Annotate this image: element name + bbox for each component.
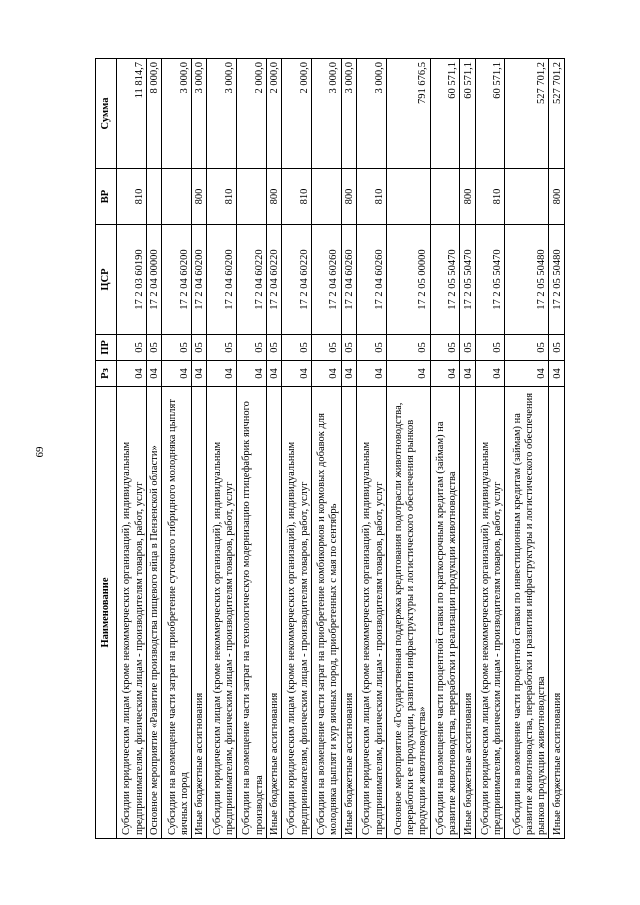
cell-sum: 2 000,0 bbox=[282, 59, 312, 169]
cell-pr: 05 bbox=[162, 335, 192, 361]
cell-sum: 3 000,0 bbox=[191, 59, 206, 169]
cell-vr bbox=[236, 169, 266, 225]
cell-sum: 2 000,0 bbox=[236, 59, 266, 169]
cell-csr: 17 2 04 60200 bbox=[207, 225, 237, 335]
table-row bbox=[356, 59, 386, 839]
cell-sum: 11 814,7 bbox=[117, 59, 147, 169]
cell-rz: 04 bbox=[207, 361, 237, 387]
cell-csr: 17 2 04 60260 bbox=[341, 225, 356, 335]
cell-csr: 17 2 04 60220 bbox=[236, 225, 266, 335]
cell-name: Основное мероприятие «Государственная поддержка кредитования подотрасли животноводства, переработки ее продукции, развития инфраструктуры и логистического обеспечения рынков продукции животноводства» bbox=[386, 387, 430, 839]
cell-rz: 04 bbox=[430, 361, 460, 387]
cell-name: Основное мероприятие «Развитие производства пищевого яйца в Пензенской области» bbox=[146, 387, 161, 839]
table-row bbox=[266, 59, 281, 839]
cell-rz: 04 bbox=[505, 361, 549, 387]
cell-name: Иные бюджетные ассигнования bbox=[549, 387, 565, 839]
budget-table-container bbox=[95, 59, 565, 839]
cell-pr: 05 bbox=[386, 335, 430, 361]
cell-rz: 04 bbox=[236, 361, 266, 387]
cell-vr bbox=[146, 169, 161, 225]
cell-pr: 05 bbox=[311, 335, 341, 361]
table-row bbox=[505, 59, 549, 839]
cell-name: Субсидии юридическим лицам (кроме некоммерческих организаций), индивидуальным предпринимателям, физическим лицам - производителям товаров, работ, услуг bbox=[475, 387, 505, 839]
cell-pr: 05 bbox=[505, 335, 549, 361]
table-row bbox=[117, 59, 147, 839]
header-rz: Рз bbox=[96, 361, 117, 387]
cell-vr: 810 bbox=[356, 169, 386, 225]
cell-csr: 17 2 04 60220 bbox=[282, 225, 312, 335]
table-header-row bbox=[96, 59, 117, 839]
cell-csr: 17 2 04 60200 bbox=[191, 225, 206, 335]
cell-csr: 17 2 05 50470 bbox=[430, 225, 460, 335]
cell-csr: 17 2 04 00000 bbox=[146, 225, 161, 335]
cell-pr: 05 bbox=[430, 335, 460, 361]
table-row bbox=[236, 59, 266, 839]
cell-sum: 791 676,5 bbox=[386, 59, 430, 169]
budget-table bbox=[95, 58, 565, 839]
cell-rz: 04 bbox=[162, 361, 192, 387]
header-pr: ПР bbox=[96, 335, 117, 361]
cell-name: Субсидии юридическим лицам (кроме некоммерческих организаций), индивидуальным предпринимателям, физическим лицам - производителям товаров, работ, услуг bbox=[282, 387, 312, 839]
cell-rz: 04 bbox=[356, 361, 386, 387]
cell-sum: 60 571,1 bbox=[460, 59, 475, 169]
cell-csr: 17 2 03 60190 bbox=[117, 225, 147, 335]
cell-csr: 17 2 05 50480 bbox=[505, 225, 549, 335]
cell-rz: 04 bbox=[311, 361, 341, 387]
cell-name: Субсидии на возмещение части затрат на технологическую модернизацию птицефабрик яичного производства bbox=[236, 387, 266, 839]
cell-sum: 3 000,0 bbox=[341, 59, 356, 169]
cell-vr: 810 bbox=[207, 169, 237, 225]
cell-csr: 17 2 05 50470 bbox=[460, 225, 475, 335]
cell-name: Иные бюджетные ассигнования bbox=[191, 387, 206, 839]
cell-sum: 60 571,1 bbox=[475, 59, 505, 169]
cell-rz: 04 bbox=[117, 361, 147, 387]
cell-rz: 04 bbox=[191, 361, 206, 387]
cell-sum: 3 000,0 bbox=[162, 59, 192, 169]
cell-vr: 810 bbox=[117, 169, 147, 225]
table-row bbox=[282, 59, 312, 839]
cell-pr: 05 bbox=[117, 335, 147, 361]
header-sum: Сумма bbox=[96, 59, 117, 169]
cell-sum: 3 000,0 bbox=[356, 59, 386, 169]
table-row bbox=[207, 59, 237, 839]
table-row bbox=[549, 59, 565, 839]
cell-name: Субсидии на возмещение части затрат на приобретение суточного гибридного молодняка цыплят яичных пород bbox=[162, 387, 192, 839]
table-row bbox=[162, 59, 192, 839]
table-body bbox=[117, 59, 565, 839]
table-row bbox=[460, 59, 475, 839]
cell-pr: 05 bbox=[191, 335, 206, 361]
cell-name: Иные бюджетные ассигнования bbox=[266, 387, 281, 839]
cell-rz: 04 bbox=[549, 361, 565, 387]
cell-pr: 05 bbox=[236, 335, 266, 361]
cell-rz: 04 bbox=[341, 361, 356, 387]
cell-vr: 800 bbox=[266, 169, 281, 225]
cell-vr bbox=[386, 169, 430, 225]
cell-name: Субсидии на возмещение части затрат на приобретение комбикормов и кормовых добавок для молодняка цыплят и кур яичных пород, приобретенных с мая по сентябрь bbox=[311, 387, 341, 839]
cell-sum: 2 000,0 bbox=[266, 59, 281, 169]
cell-name: Субсидии юридическим лицам (кроме некоммерческих организаций), индивидуальным предпринимателям, физическим лицам - производителям товаров, работ, услуг bbox=[356, 387, 386, 839]
cell-pr: 05 bbox=[475, 335, 505, 361]
cell-vr: 810 bbox=[475, 169, 505, 225]
cell-name: Иные бюджетные ассигнования bbox=[341, 387, 356, 839]
table-row bbox=[475, 59, 505, 839]
cell-rz: 04 bbox=[460, 361, 475, 387]
table-row bbox=[341, 59, 356, 839]
cell-sum: 8 000,0 bbox=[146, 59, 161, 169]
cell-vr bbox=[430, 169, 460, 225]
cell-name: Субсидии на возмещение части процентной ставки по инвестиционным кредитам (займам) на развитие животноводства, переработки и развития инфраструктуры и логистического обеспечения рынков продукции животноводства bbox=[505, 387, 549, 839]
cell-vr: 800 bbox=[549, 169, 565, 225]
cell-pr: 05 bbox=[266, 335, 281, 361]
table-row bbox=[311, 59, 341, 839]
cell-rz: 04 bbox=[475, 361, 505, 387]
cell-csr: 17 2 04 60200 bbox=[162, 225, 192, 335]
cell-rz: 04 bbox=[386, 361, 430, 387]
cell-sum: 60 571,1 bbox=[430, 59, 460, 169]
cell-sum: 527 701,2 bbox=[549, 59, 565, 169]
cell-rz: 04 bbox=[146, 361, 161, 387]
cell-vr: 810 bbox=[282, 169, 312, 225]
cell-name: Субсидии юридическим лицам (кроме некоммерческих организаций), индивидуальным предпринимателям, физическим лицам - производителям товаров, работ, услуг bbox=[117, 387, 147, 839]
page-number: 69 bbox=[34, 446, 46, 458]
cell-csr: 17 2 04 60220 bbox=[266, 225, 281, 335]
cell-csr: 17 2 05 50480 bbox=[549, 225, 565, 335]
cell-pr: 05 bbox=[549, 335, 565, 361]
cell-pr: 05 bbox=[356, 335, 386, 361]
cell-name: Субсидии юридическим лицам (кроме некоммерческих организаций), индивидуальным предпринимателям, физическим лицам - производителям товаров, работ, услуг bbox=[207, 387, 237, 839]
cell-pr: 05 bbox=[207, 335, 237, 361]
table-row bbox=[146, 59, 161, 839]
cell-sum: 3 000,0 bbox=[207, 59, 237, 169]
cell-rz: 04 bbox=[282, 361, 312, 387]
cell-sum: 527 701,2 bbox=[505, 59, 549, 169]
cell-csr: 17 2 05 50470 bbox=[475, 225, 505, 335]
cell-sum: 3 000,0 bbox=[311, 59, 341, 169]
cell-name: Субсидии на возмещение части процентной ставки по краткосрочным кредитам (займам) на развитие животноводства, переработки и реализации продукции животноводства bbox=[430, 387, 460, 839]
cell-vr: 800 bbox=[191, 169, 206, 225]
cell-pr: 05 bbox=[460, 335, 475, 361]
table-row bbox=[430, 59, 460, 839]
cell-name: Иные бюджетные ассигнования bbox=[460, 387, 475, 839]
cell-pr: 05 bbox=[341, 335, 356, 361]
cell-vr bbox=[162, 169, 192, 225]
cell-vr: 800 bbox=[460, 169, 475, 225]
header-name: Наименование bbox=[96, 387, 117, 839]
cell-pr: 05 bbox=[146, 335, 161, 361]
cell-csr: 17 2 05 00000 bbox=[386, 225, 430, 335]
cell-vr: 800 bbox=[341, 169, 356, 225]
table-row bbox=[191, 59, 206, 839]
cell-vr bbox=[505, 169, 549, 225]
cell-csr: 17 2 04 60260 bbox=[356, 225, 386, 335]
header-csr: ЦСР bbox=[96, 225, 117, 335]
table-row bbox=[386, 59, 430, 839]
header-vr: ВР bbox=[96, 169, 117, 225]
cell-vr bbox=[311, 169, 341, 225]
cell-pr: 05 bbox=[282, 335, 312, 361]
cell-csr: 17 2 04 60260 bbox=[311, 225, 341, 335]
cell-rz: 04 bbox=[266, 361, 281, 387]
